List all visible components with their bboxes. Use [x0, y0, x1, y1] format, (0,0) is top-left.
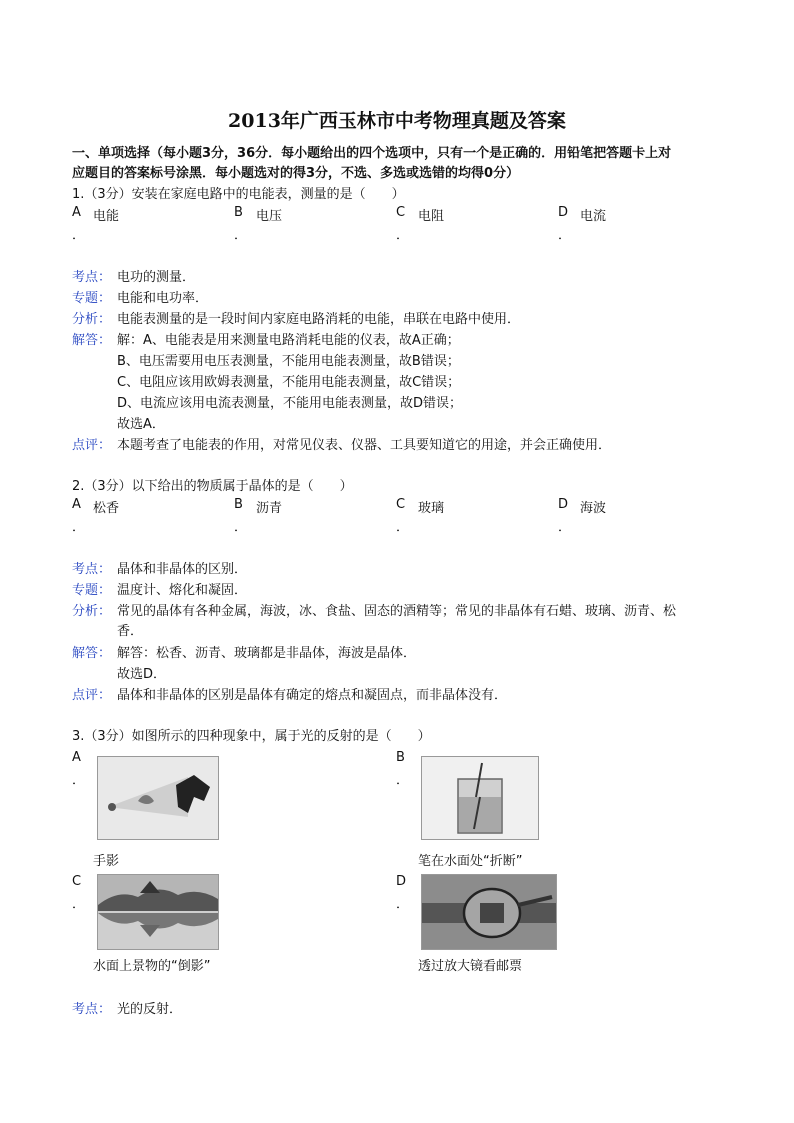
q2-dianping-label: 点评： [72, 688, 112, 703]
section-heading-line1: 一、单项选择（每小题3分，36分．每小题给出的四个选项中，只有一个是正确的．用铅笔把答题卡上对 [72, 146, 672, 161]
q1-jieda-line: C、电阻应该用欧姆表测量，不能用电能表测量，故C错误； [117, 375, 461, 390]
magnifier-stamp-figure [421, 874, 557, 950]
section-heading-line2: 应题目的答案标号涂黑．每小题选对的得3分，不选、多选或选错的均得0分） [72, 166, 520, 181]
q1-zhuanti-text: 电能和电功率． [117, 291, 209, 306]
q1-option-d-dot: ． [558, 228, 572, 243]
water-reflection-figure [97, 874, 219, 950]
q1-option-b-dot: ． [234, 228, 248, 243]
q2-option-a-text: 松香 [93, 501, 120, 516]
q2-option-d-dot: ． [558, 520, 572, 535]
q2-option-a-letter: A [72, 497, 81, 512]
q1-fenxi-label: 分析： [72, 312, 112, 327]
q1-jieda-line: B、电压需要用电压表测量，不能用电能表测量，故B错误； [117, 354, 460, 369]
q2-option-c-letter: C [396, 497, 406, 512]
pen-in-water-figure [421, 756, 539, 840]
q1-option-d-letter: D [558, 205, 569, 220]
hand-shadow-figure [97, 756, 219, 840]
q3-option-a-caption: 手影 [93, 854, 120, 869]
q2-fenxi-label: 分析： [72, 604, 112, 619]
q1-jieda-line: 解：A、电能表是用来测量电路消耗电能的仪表，故A正确； [117, 333, 460, 348]
q1-jieda-line: D、电流应该用电流表测量，不能用电能表测量，故D错误； [117, 396, 463, 411]
q1-option-a-dot: ． [72, 228, 86, 243]
q1-option-c-dot: ． [396, 228, 410, 243]
q2-zhuanti-label: 专题： [72, 583, 112, 598]
q1-option-b-letter: B [234, 205, 243, 220]
q3-option-c-dot: ． [72, 897, 86, 912]
q2-fenxi-text-cont: 香． [117, 624, 144, 639]
q2-stem: 2.（3分）以下给出的物质属于晶体的是（ ） [72, 479, 353, 494]
q3-stem: 3.（3分）如图所示的四种现象中，属于光的反射的是（ ） [72, 729, 431, 744]
page-title: 2013年广西玉林市中考物理真题及答案 [228, 110, 566, 132]
q2-fenxi-text: 常见的晶体有各种金属，海波，冰、食盐、固态的酒精等；常见的非晶体有石蜡、玻璃、沥青、松 [117, 604, 677, 619]
q1-jieda-label: 解答： [72, 333, 112, 348]
q2-dianping-text: 晶体和非晶体的区别是晶体有确定的熔点和凝固点，而非晶体没有． [117, 688, 508, 703]
q3-option-b-letter: B [396, 750, 405, 765]
q3-option-c-caption: 水面上景物的“倒影” [93, 959, 211, 974]
q2-option-d-text: 海波 [580, 501, 607, 516]
q2-jieda-label: 解答： [72, 646, 112, 661]
q1-kaodian-label: 考点： [72, 270, 112, 285]
q1-option-c-letter: C [396, 205, 406, 220]
q3-option-b-caption: 笔在水面处“折断” [418, 854, 523, 869]
q1-fenxi-text: 电能表测量的是一段时间内家庭电路消耗的电能，串联在电路中使用． [117, 312, 521, 327]
q3-option-a-letter: A [72, 750, 81, 765]
q1-jieda-line: 故选A． [117, 417, 165, 432]
q2-kaodian-text: 晶体和非晶体的区别． [117, 562, 248, 577]
q2-option-b-dot: ． [234, 520, 248, 535]
q2-jieda-line: 解答：松香、沥青、玻璃都是非晶体，海波是晶体． [117, 646, 417, 661]
q3-option-d-dot: ． [396, 897, 410, 912]
q1-option-a-letter: A [72, 205, 81, 220]
q2-kaodian-label: 考点： [72, 562, 112, 577]
q2-option-c-dot: ． [396, 520, 410, 535]
q2-jieda-line: 故选D． [117, 667, 167, 682]
q2-option-d-letter: D [558, 497, 569, 512]
q1-option-d-text: 电流 [580, 209, 607, 224]
q3-option-d-caption: 透过放大镜看邮票 [418, 959, 523, 974]
q2-option-b-letter: B [234, 497, 243, 512]
q1-option-a-text: 电能 [93, 209, 120, 224]
q1-option-b-text: 电压 [256, 209, 283, 224]
q1-dianping-text: 本题考查了电能表的作用，对常见仪表、仪器、工具要知道它的用途，并会正确使用． [117, 438, 612, 453]
q2-option-b-text: 沥青 [256, 501, 283, 516]
q3-option-c-letter: C [72, 874, 82, 889]
q2-zhuanti-text: 温度计、熔化和凝固． [117, 583, 248, 598]
q3-option-a-dot: ． [72, 773, 86, 788]
q3-kaodian-text: 光的反射． [117, 1002, 183, 1017]
q1-zhuanti-label: 专题： [72, 291, 112, 306]
q3-kaodian-label: 考点： [72, 1002, 112, 1017]
q3-option-b-dot: ． [396, 773, 410, 788]
q3-option-d-letter: D [396, 874, 407, 889]
q1-kaodian-text: 电功的测量． [117, 270, 196, 285]
q1-option-c-text: 电阻 [418, 209, 445, 224]
q1-dianping-label: 点评： [72, 438, 112, 453]
q2-option-a-dot: ． [72, 520, 86, 535]
q2-option-c-text: 玻璃 [418, 501, 445, 516]
q1-stem: 1.（3分）安装在家庭电路中的电能表，测量的是（ ） [72, 187, 405, 202]
